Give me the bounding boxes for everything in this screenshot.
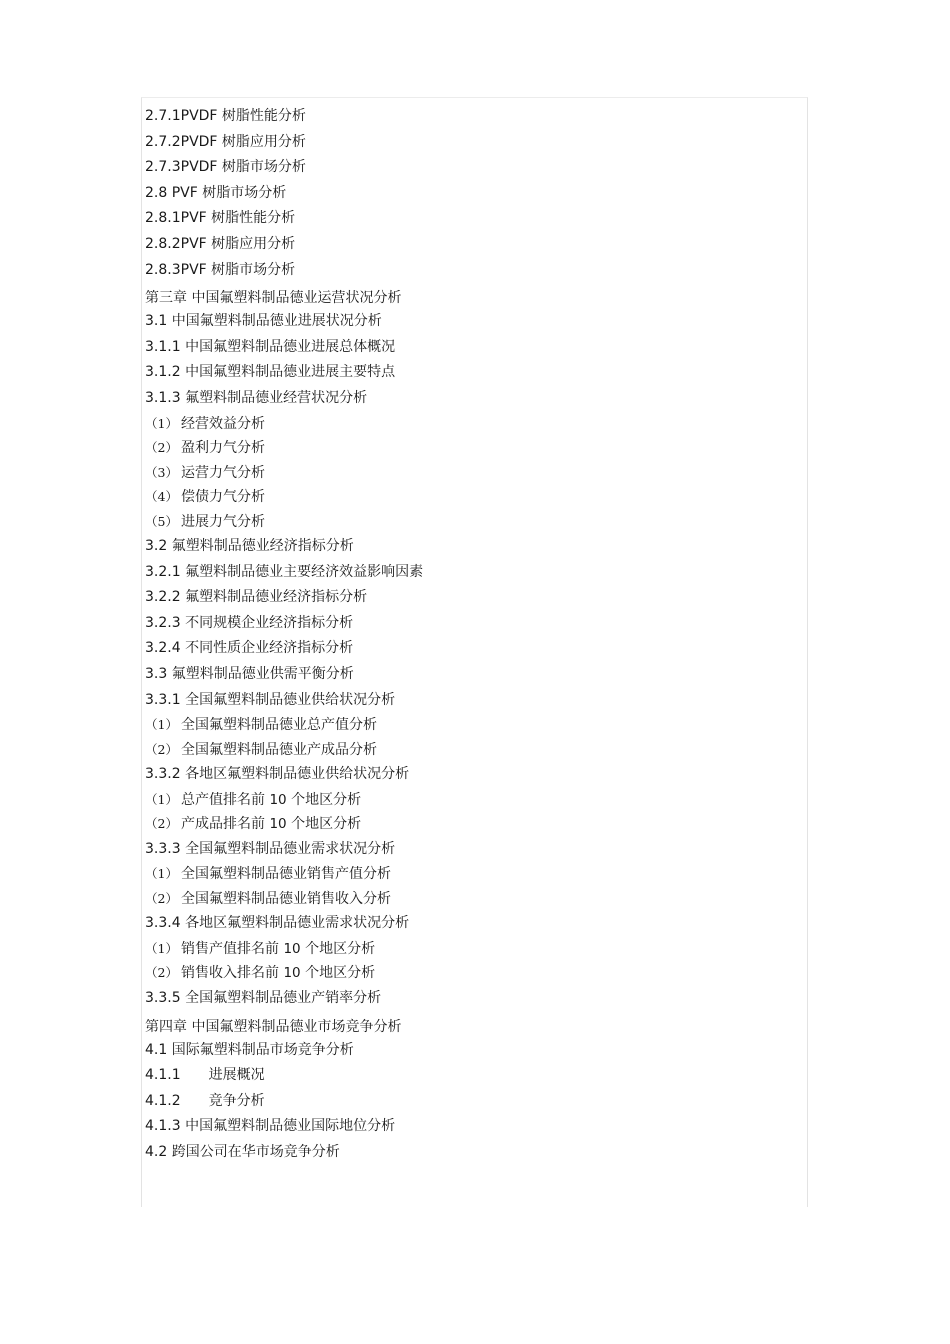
toc-item [145,1089,795,1115]
toc-item [145,636,795,662]
toc-item-number: 2.7.1PVDF [145,108,218,124]
toc-subitem-title: 销售产值排名前 [181,940,284,957]
toc-subitem-title: 盈利力气分析 [181,440,265,457]
toc-subitem [145,738,795,763]
toc-subitem-tail: 个地区分析 [300,940,376,957]
toc-subitem-marker: （2） [145,890,178,906]
toc-subitem-marker: （1） [145,791,178,807]
toc-subitem-marker: （1） [145,866,178,882]
toc-item-title: 树脂性能分析 [206,210,296,227]
toc-item-title: 氟塑料制品德业供需平衡分析 [167,666,354,682]
toc-item-title: 不同性质企业经济指标分析 [180,640,354,657]
toc-subitem-title: 经营效益分析 [181,415,265,432]
toc-item [145,309,795,335]
toc-chapter-title: 第三章 中国氟塑料制品德业运营状况分析 [145,290,402,307]
toc-subitem-number: 10 [283,940,301,957]
toc-item-number: 3.3.1 [145,691,181,708]
toc-item-number: 4.1.3 [145,1118,181,1135]
toc-subitem [145,788,795,813]
toc-item-title: 全国氟塑料制品德业需求状况分析 [180,840,396,857]
toc-item-title: 全国氟塑料制品德业供给状况分析 [180,691,396,708]
toc-item-title: 氟塑料制品德业主要经济效益影响因素 [180,563,424,580]
toc-subitem-title: 运营力气分析 [181,464,265,481]
toc-item [145,181,795,207]
toc-item-number: 3.3.3 [145,840,181,857]
table-of-contents [145,104,795,1166]
toc-subitem-number: 10 [283,965,301,982]
toc-subitem-tail: 个地区分析 [286,791,362,808]
toc-item-title: 树脂市场分析 [197,184,287,201]
toc-item-number: 3.1.1 [145,338,181,355]
toc-item-number: 3.1.3 [145,389,181,406]
toc-item-title: 树脂性能分析 [217,108,306,124]
toc-item-title: 中国氟塑料制品德业国际地位分析 [180,1118,396,1135]
toc-subitem-marker: （1） [145,940,178,956]
toc-item-number: 4.1 [145,1041,168,1058]
toc-item-title: 国际氟塑料制品市场竞争分析 [167,1041,354,1058]
toc-subitem-marker: （1） [145,415,178,431]
toc-item-title: 不同规模企业经济指标分析 [180,614,354,631]
toc-subitem [145,937,795,962]
toc-subitem-marker: （2） [145,816,178,832]
toc-item-number: 4.1.1 [145,1067,181,1084]
toc-subitem-tail: 个地区分析 [300,965,376,982]
toc-subitem [145,961,795,986]
toc-item [145,911,795,937]
toc-item-title: 树脂应用分析 [217,133,306,150]
toc-item-title: 各地区氟塑料制品德业供给状况分析 [180,766,410,783]
toc-subitem-title: 偿债力气分析 [181,489,265,506]
toc-item-number: 3.2.1 [145,563,181,580]
toc-item-title: 全国氟塑料制品德业产销率分析 [180,989,382,1006]
toc-item [145,1038,795,1064]
toc-subitem [145,436,795,461]
toc-item-title: 氟塑料制品德业经济指标分析 [167,538,354,555]
toc-subitem [145,485,795,510]
toc-item-number: 3.1 [145,313,168,330]
toc-item-title: 树脂市场分析 [217,159,306,176]
toc-item-title: 中国氟塑料制品德业进展主要特点 [180,364,396,381]
toc-subitem-title: 全国氟塑料制品德业销售产值分析 [181,866,391,883]
toc-chapter-heading [145,1016,795,1038]
toc-item-title: 中国氟塑料制品德业进展总体概况 [180,338,396,355]
toc-item [145,386,795,412]
toc-subitem [145,510,795,535]
toc-subitem-marker: （5） [145,513,178,529]
toc-item [145,688,795,714]
toc-item-number: 2.8.2PVF [145,235,207,252]
toc-item [145,1114,795,1140]
toc-item-title: 树脂市场分析 [206,261,296,278]
toc-item-number: 3.2.4 [145,640,181,657]
toc-item [145,130,795,156]
toc-item-number: 3.2 [145,538,168,555]
toc-subitem [145,713,795,738]
toc-subitem-marker: （1） [145,717,178,733]
toc-item [145,104,795,130]
toc-item [145,206,795,232]
toc-item-title: 氟塑料制品德业经济指标分析 [180,589,368,606]
toc-item-number: 3.3.5 [145,989,181,1006]
toc-subitem-number: 10 [269,791,287,808]
toc-subitem-marker: （4） [145,489,178,505]
toc-item-number: 3.2.3 [145,614,181,631]
toc-subitem-number: 10 [269,816,287,833]
toc-subitem-title: 全国氟塑料制品德业总产值分析 [181,717,377,734]
toc-subitem-marker: （2） [145,741,178,757]
toc-item-number: 3.2.2 [145,589,181,606]
toc-subitem-marker: （2） [145,440,178,456]
toc-item-title: 树脂应用分析 [206,235,296,252]
toc-item-number: 2.8.3PVF [145,261,207,278]
toc-subitem-title: 进展力气分析 [181,513,265,530]
toc-item-number: 4.1.2 [145,1092,181,1109]
toc-item-number: 4.2 [145,1143,168,1160]
toc-item [145,837,795,863]
toc-item [145,585,795,611]
toc-item-number: 3.3.2 [145,766,181,783]
toc-item [145,335,795,361]
toc-subitem [145,812,795,837]
toc-chapter-heading [145,287,795,309]
toc-item-title: 跨国公司在华市场竞争分析 [167,1143,340,1160]
toc-item-number: 3.3.4 [145,915,181,932]
toc-item-number: 2.8.1PVF [145,210,207,227]
toc-item [145,611,795,637]
toc-item [145,232,795,258]
toc-subitem [145,862,795,887]
toc-item-title: 竞争分析 [208,1092,265,1109]
toc-subitem-title: 总产值排名前 [181,791,270,808]
toc-item-title: 各地区氟塑料制品德业需求状况分析 [180,915,410,932]
toc-item [145,534,795,560]
toc-chapter-title: 第四章 中国氟塑料制品德业市场竞争分析 [145,1018,402,1035]
toc-item-number: 3.3 [145,666,168,682]
toc-item [145,1140,795,1166]
toc-subitem-title: 全国氟塑料制品德业销售收入分析 [181,890,391,907]
toc-item-number: 2.7.2PVDF [145,133,218,150]
toc-item-number: 2.7.3PVDF [145,159,218,176]
toc-item [145,662,795,688]
toc-subitem [145,412,795,437]
toc-subitem-title: 销售收入排名前 [181,965,284,982]
toc-subitem-tail: 个地区分析 [286,816,362,833]
toc-item-title: 氟塑料制品德业经营状况分析 [180,389,368,406]
toc-item [145,986,795,1012]
toc-item [145,155,795,181]
toc-subitem-marker: （2） [145,965,178,981]
toc-item-number: 3.1.2 [145,364,181,381]
toc-item [145,258,795,284]
toc-subitem [145,461,795,486]
toc-item [145,560,795,586]
toc-item-title: 进展概况 [208,1067,265,1084]
toc-item [145,360,795,386]
toc-item [145,762,795,788]
toc-item-number: 2.8 PVF [145,184,198,201]
toc-subitem-title: 全国氟塑料制品德业产成品分析 [181,741,377,758]
toc-subitem [145,887,795,912]
toc-subitem-title: 产成品排名前 [181,816,270,833]
toc-item-title: 中国氟塑料制品德业进展状况分析 [167,313,382,330]
toc-item [145,1063,795,1089]
toc-subitem-marker: （3） [145,464,178,480]
